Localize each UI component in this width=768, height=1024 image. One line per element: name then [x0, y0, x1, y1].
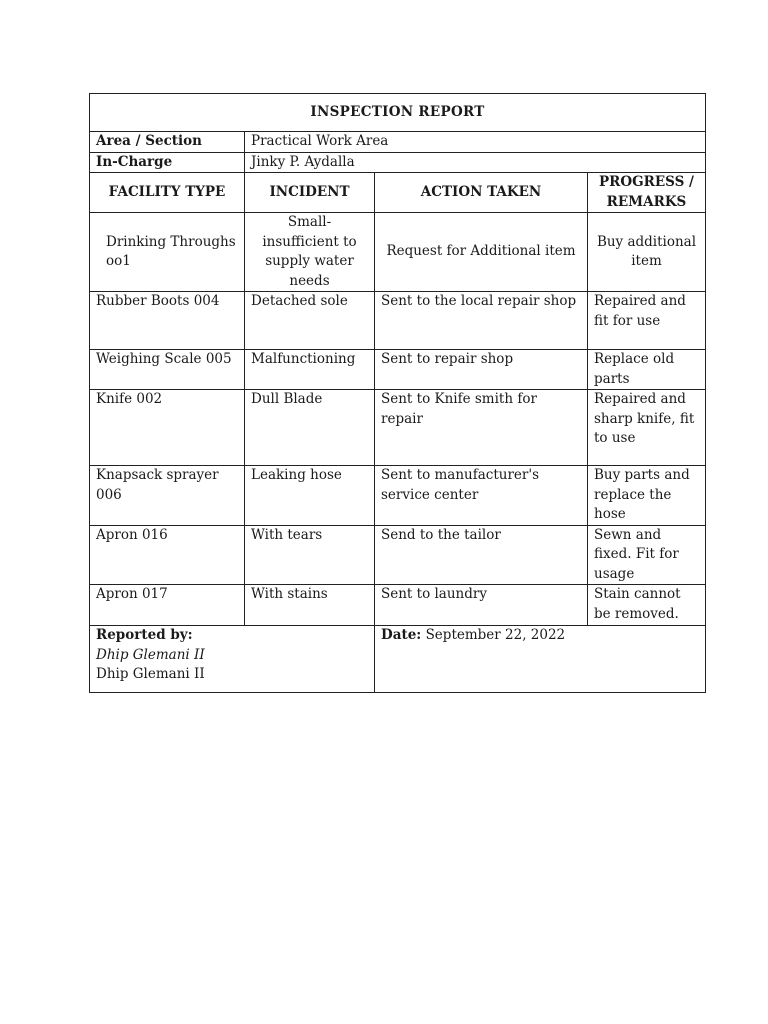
remarks-cell: Buy parts and replace the hose — [588, 466, 706, 526]
facility-cell: Weighing Scale 005 — [90, 350, 245, 390]
column-header-incident: INCIDENT — [245, 173, 375, 213]
action-cell: Sent to manufacturer's service center — [375, 466, 588, 526]
incident-cell: Dull Blade — [245, 390, 375, 466]
column-header-action: ACTION TAKEN — [375, 173, 588, 213]
date-value: September 22, 2022 — [425, 627, 566, 643]
incident-cell: Detached sole — [245, 292, 375, 350]
report-title: INSPECTION REPORT — [90, 94, 706, 132]
reported-by-cell — [90, 626, 375, 693]
incident-cell: Leaking hose — [245, 466, 375, 526]
table-row — [90, 390, 706, 466]
date-label: Date: — [381, 627, 422, 643]
incharge-label: In-Charge — [90, 152, 245, 173]
facility-cell: Drinking Throughs oo1 — [90, 213, 245, 292]
column-header-facility: FACILITY TYPE — [90, 173, 245, 213]
incharge-value: Jinky P. Aydalla — [245, 152, 706, 173]
area-value: Practical Work Area — [245, 132, 706, 153]
facility-cell: Knife 002 — [90, 390, 245, 466]
incident-cell: With stains — [245, 585, 375, 626]
facility-cell: Apron 016 — [90, 525, 245, 585]
remarks-cell: Sewn and fixed. Fit for usage — [588, 525, 706, 585]
column-header-row — [90, 173, 706, 213]
table-row — [90, 350, 706, 390]
action-cell: Sent to Knife smith for repair — [375, 390, 588, 466]
facility-cell: Apron 017 — [90, 585, 245, 626]
area-label: Area / Section — [90, 132, 245, 153]
column-header-remarks: PROGRESS / REMARKS — [588, 173, 706, 213]
incident-cell: Small-insufficient to supply water needs — [245, 213, 375, 292]
incident-cell: Malfunctioning — [245, 350, 375, 390]
date-cell — [375, 626, 706, 693]
table-row — [90, 292, 706, 350]
incident-cell: With tears — [245, 525, 375, 585]
facility-cell: Knapsack sprayer 006 — [90, 466, 245, 526]
action-cell: Sent to the local repair shop — [375, 292, 588, 350]
reported-by-label: Reported by: — [96, 627, 193, 643]
remarks-cell: Stain cannot be removed. — [588, 585, 706, 626]
table-row — [90, 466, 706, 526]
action-cell: Request for Additional item — [375, 213, 588, 292]
action-cell: Sent to repair shop — [375, 350, 588, 390]
remarks-cell: Buy additional item — [588, 213, 706, 292]
remarks-cell: Replace old parts — [588, 350, 706, 390]
facility-cell: Rubber Boots 004 — [90, 292, 245, 350]
action-cell: Sent to laundry — [375, 585, 588, 626]
action-cell: Send to the tailor — [375, 525, 588, 585]
remarks-cell: Repaired and sharp knife, fit to use — [588, 390, 706, 466]
table-row — [90, 585, 706, 626]
reporter-name: Dhip Glemani II — [96, 666, 205, 682]
footer-row — [90, 626, 706, 693]
remarks-cell: Repaired and fit for use — [588, 292, 706, 350]
table-row — [90, 525, 706, 585]
signature: Dhip Glemani II — [96, 646, 205, 663]
inspection-report-table — [89, 93, 706, 693]
table-row — [90, 213, 706, 292]
